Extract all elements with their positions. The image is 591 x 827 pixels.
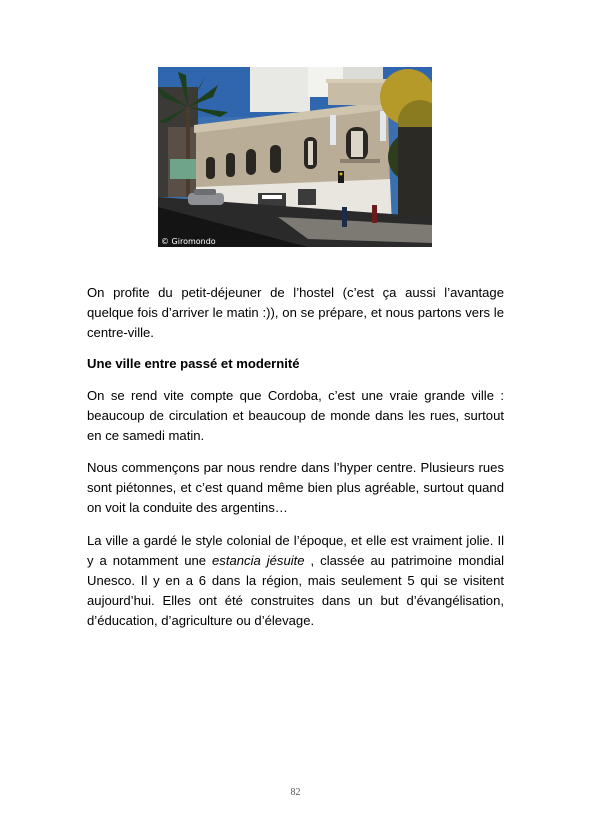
city-paragraph: On se rend vite compte que Cordoba, c’est une vraie grande ville : beaucoup de circulation et beaucoup de monde dans les rues, surtout en ce samedi matin. [87,388,504,443]
colonial-text-end: , classée au patrimoine mondial Unesco. Il y en a 6 dans la région, mais seulement 5 qui se visitent aujourd’hui. Elles ont été construites dans un but d’évangélisation, d’éducation, d’agriculture ou d’élevage. [87,553,504,628]
page-number: 82 [290,787,301,798]
section-heading: Une ville entre passé et modernité [87,356,300,371]
colonial-paragraph [87,531,504,631]
colonial-text-start: La ville a gardé le style colonial de l’époque, et elle est vraiment jolie. Il y a notamment une [87,533,504,568]
colonial-building-photo [158,67,432,247]
center-paragraph: Nous commençons par nous rendre dans l’hyper centre. Plusieurs rues sont piétonnes, et c’est quand même bien plus agréable, surtout quand on voit la conduite des argentins… [87,460,504,515]
photo-watermark: © Giromondo [161,237,216,246]
building-illustration [158,67,432,247]
intro-paragraph: On profite du petit-déjeuner de l’hostel (c’est ça aussi l’avantage quelque fois d’arriver le matin :)), on se prépare, et nous partons vers le centre-ville. [87,285,504,340]
estancia-term: estancia jésuite [212,553,305,568]
